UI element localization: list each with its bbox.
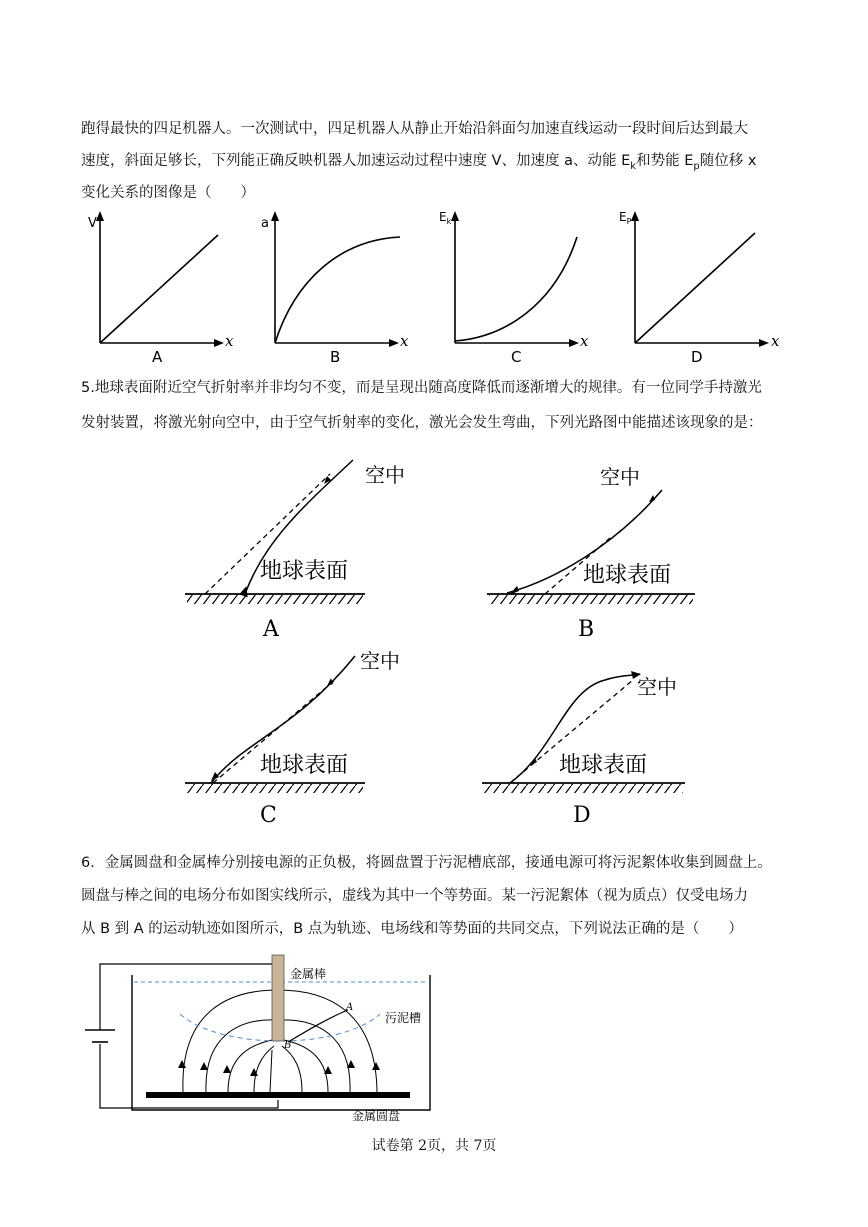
ground-label: 地球表面 — [559, 753, 648, 778]
option-label: A — [263, 617, 279, 642]
y-label-sub: P — [626, 217, 632, 226]
y-label-e: E — [619, 210, 627, 224]
x-label: x — [771, 332, 780, 350]
arrow-icon — [324, 1066, 332, 1074]
graph-b — [255, 205, 425, 370]
tank-label: 污泥槽 — [385, 1011, 422, 1025]
curve — [635, 233, 755, 343]
x-label: x — [580, 332, 589, 350]
y-axis-arrow-icon — [96, 211, 104, 221]
arrow-icon — [372, 1062, 380, 1070]
q4-ek-subscript: k — [630, 160, 637, 172]
particle-trajectory — [288, 1010, 348, 1042]
q4-ep-subscript: p — [693, 160, 700, 172]
field-line — [282, 1046, 302, 1092]
q4-line-2 — [81, 149, 756, 172]
curve — [455, 237, 577, 341]
arrow-icon — [223, 1065, 231, 1073]
option-label: D — [691, 348, 703, 366]
panel-a — [185, 460, 405, 642]
option-label: C — [511, 348, 522, 366]
q5-line-1: 5.地球表面附近空气折射率并非均匀不变，而是呈现出随高度降低而逐渐增大的规律。有一位同学手持激光 — [81, 380, 762, 396]
point-a-label: A — [346, 1002, 354, 1013]
y-label — [619, 210, 632, 226]
x-axis-arrow-icon — [389, 339, 399, 347]
ground-label: 地球表面 — [583, 563, 672, 588]
x-axis-arrow-icon — [569, 339, 579, 347]
air-label: 空中 — [600, 465, 640, 489]
point-b-label: B — [284, 1040, 292, 1051]
arrow-icon — [327, 678, 333, 686]
q4-graphs — [80, 205, 790, 370]
y-axis-arrow-icon — [451, 211, 459, 221]
arrow-icon — [347, 1060, 355, 1068]
y-axis-arrow-icon — [271, 211, 279, 221]
air-label: 空中 — [360, 649, 400, 673]
graph-a — [80, 205, 250, 370]
option-label: B — [330, 348, 341, 366]
y-label — [439, 210, 452, 226]
arrow-icon — [649, 495, 655, 502]
option-label: A — [152, 348, 163, 366]
y-label-e: E — [439, 210, 447, 224]
disk-label: 金属圆盘 — [352, 1109, 401, 1123]
panel-c — [185, 649, 400, 828]
q6-line-3: 从 B 到 A 的运动轨迹如图所示，B 点为轨迹、电场线和等势面的共同交点，下列说法正确的是（ ） — [81, 921, 743, 937]
x-axis-arrow-icon — [214, 339, 224, 347]
option-label: C — [260, 803, 277, 828]
q4-line-2-end: 随位移 x — [699, 153, 757, 169]
field-line — [228, 1040, 272, 1092]
option-label: B — [578, 617, 595, 642]
panel-d — [482, 671, 685, 828]
curve — [100, 235, 218, 343]
ground-hatch — [484, 784, 683, 793]
x-axis-arrow-icon — [759, 339, 769, 347]
x-label: x — [400, 332, 409, 350]
option-label: D — [573, 803, 591, 828]
y-axis-arrow-icon — [631, 211, 639, 221]
q4-line-2-mid: 和势能 E — [636, 153, 694, 169]
circuit-wire — [100, 964, 278, 1108]
ground-label: 地球表面 — [260, 753, 349, 778]
q5-light-path-diagrams — [175, 450, 705, 840]
panel-b — [487, 465, 695, 642]
q5-line-2: 发射装置，将激光射向空中，由于空气折射率的变化，激光会发生弯曲，下列光路图中能描述该现象的是： — [81, 415, 763, 431]
y-label: a — [261, 216, 269, 231]
ground-label: 地球表面 — [260, 559, 349, 584]
q4-line-1: 跑得最快的四足机器人。一次测试中，四足机器人从静止开始沿斜面匀加速直线运动一段时间后达到最大 — [81, 121, 748, 137]
rod-label: 金属棒 — [290, 967, 327, 981]
curve — [275, 237, 400, 343]
x-label: x — [225, 332, 234, 350]
q6-line-2: 圆盘与棒之间的电场分布如图实线所示，虚线为其中一个等势面。某一污泥絮体（视为质点）仅受电场力 — [81, 888, 748, 904]
ground-hatch — [187, 784, 363, 793]
y-label: V — [88, 216, 97, 231]
page-footer: 试卷第 2页，共 7页 — [371, 1138, 497, 1154]
air-label: 空中 — [365, 463, 405, 487]
arrow-icon — [324, 476, 331, 484]
air-label: 空中 — [637, 675, 677, 699]
q6-electric-field-figure — [80, 950, 470, 1125]
q4-line-2-text: 速度，斜面足够长，下列能正确反映机器人加速运动过程中速度 V、加速度 a、动能 E — [81, 153, 631, 169]
graph-d — [615, 205, 785, 370]
ground-hatch — [489, 595, 693, 604]
q6-line-1: 6．金属圆盘和金属棒分别接电源的正负极，将圆盘置于污泥槽底部，接通电源可将污泥絮体收集到圆盘上。 — [81, 855, 772, 871]
ground-hatch — [187, 595, 363, 604]
y-label-sub: k — [446, 217, 452, 226]
arrow-icon — [200, 1062, 208, 1070]
graph-c — [435, 205, 605, 370]
arrow-icon — [211, 772, 219, 781]
field-line — [270, 1050, 272, 1092]
metal-disk — [146, 1092, 410, 1098]
q4-line-3: 变化关系的图像是（ ） — [81, 185, 255, 201]
metal-rod — [272, 955, 284, 1041]
